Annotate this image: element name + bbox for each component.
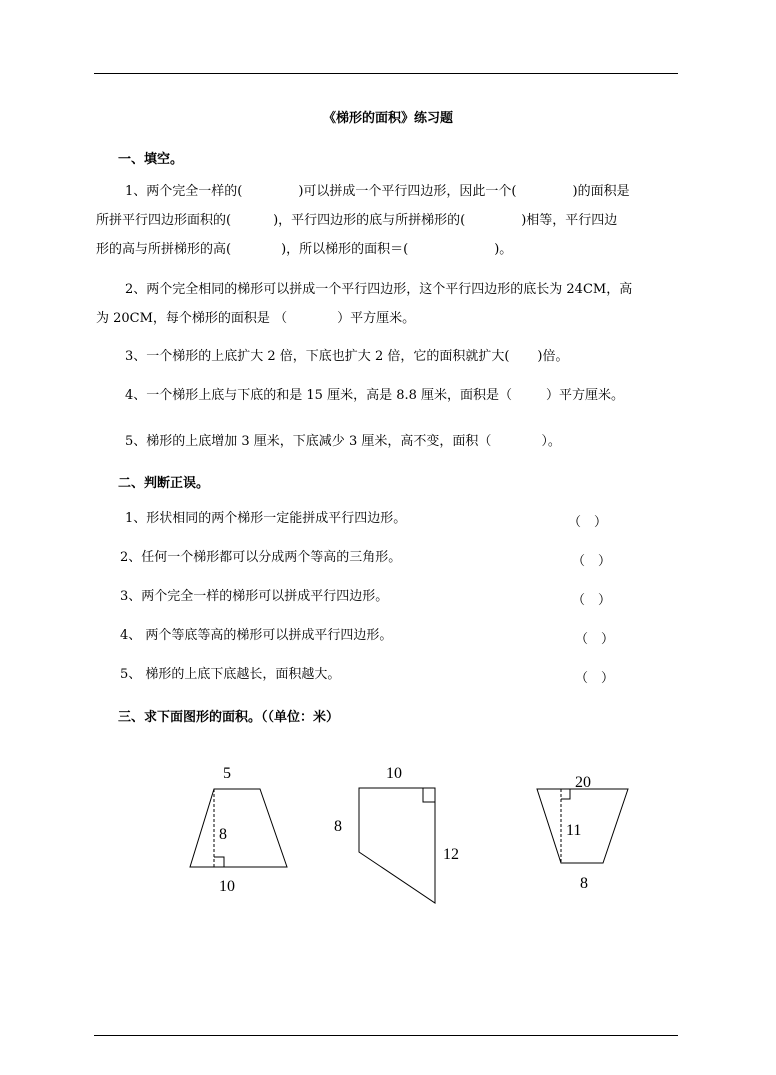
fig1-height-label: 8	[219, 826, 227, 843]
fig3-top-label: 20	[575, 774, 591, 791]
fig2-top-label: 10	[386, 765, 402, 782]
fig2-left-label: 8	[334, 818, 342, 835]
page-title: 《梯形的面积》练习题	[322, 111, 453, 126]
fill-q5	[125, 434, 561, 450]
q1-text-e: )，平行四边形的底与所拼梯形的(	[273, 213, 466, 228]
judge-answer-3[interactable]: （ ）	[572, 593, 612, 608]
q1-text-c: )的面积是	[572, 184, 630, 199]
judge-item-3: 3、两个完全一样的梯形可以拼成平行四边形。	[120, 589, 389, 604]
figures-svg	[0, 750, 776, 1000]
section-area-heading: 三、求下面图形的面积。（（单位：米）	[118, 710, 340, 725]
fill-q1-line2	[96, 213, 617, 229]
fill-q1-line1	[125, 184, 630, 200]
q1-text-b: )可以拼成一个平行四边形，因此一个(	[298, 184, 517, 199]
judge-item-5: 5、 梯形的上底下底越长，面积越大。	[120, 667, 341, 682]
fill-q4	[125, 388, 624, 404]
fig1-top-label: 5	[223, 765, 231, 782]
judge-answer-5[interactable]: （ ）	[575, 671, 615, 686]
fig2-right-angle	[423, 788, 435, 802]
section-judge-heading: 二、判断正误。	[118, 476, 210, 491]
q3-text-a: 3、一个梯形的上底扩大 2 倍，下底也扩大 2 倍，它的面积就扩大(	[125, 349, 510, 364]
fig3-right-angle	[561, 789, 570, 799]
fig1-trapezoid	[190, 789, 287, 867]
fill-q3	[125, 349, 569, 365]
q1-text-f: )相等，平行四边	[521, 213, 618, 228]
fig3-bottom-label: 8	[580, 875, 588, 892]
judge-answer-1[interactable]: （ ）	[568, 515, 608, 530]
q1-text-a: 1、两个完全一样的(	[125, 184, 243, 199]
top-rule	[94, 73, 678, 74]
fig2-shape	[359, 788, 435, 903]
judge-item-1: 1、形状相同的两个梯形一定能拼成平行四边形。	[125, 511, 407, 526]
bottom-rule	[94, 1035, 678, 1036]
q4-text-b: ）平方厘米。	[546, 388, 625, 403]
fig1-bottom-label: 10	[219, 878, 235, 895]
q1-text-h: )，所以梯形的面积＝(	[281, 242, 409, 257]
fig1-right-angle	[214, 857, 224, 867]
judge-item-2: 2、任何一个梯形都可以分成两个等高的三角形。	[120, 550, 402, 565]
q4-text-a: 4、一个梯形上底与下底的和是 15 厘米，高是 8.8 厘米，面积是（	[125, 388, 513, 403]
fig3-trapezoid	[537, 789, 628, 863]
fill-q2-line1: 2、两个完全相同的梯形可以拼成一个平行四边形，这个平行四边形的底长为 24CM，高	[125, 282, 633, 297]
q1-text-d: 所拼平行四边形面积的(	[96, 213, 232, 228]
fig2-right-label: 12	[443, 846, 459, 863]
q2-text-a: 为 20CM，每个梯形的面积是 （	[96, 311, 288, 326]
judge-answer-4[interactable]: （ ）	[575, 632, 615, 647]
section-fill-heading: 一、填空。	[118, 152, 184, 167]
q5-text-b: ）。	[541, 434, 561, 449]
fig3-height-label: 11	[566, 822, 582, 839]
fill-q2-line2	[96, 311, 415, 327]
q1-text-g: 形的高与所拼梯形的高(	[96, 242, 232, 257]
q5-text-a: 5、梯形的上底增加 3 厘米，下底减少 3 厘米，高不变，面积（	[125, 434, 492, 449]
fill-q1-line3	[96, 242, 512, 258]
judge-answer-2[interactable]: （ ）	[572, 554, 612, 569]
judge-item-4: 4、 两个等底等高的梯形可以拼成平行四边形。	[120, 628, 393, 643]
q3-text-b: )倍。	[537, 349, 569, 364]
q1-text-i: )。	[494, 242, 513, 257]
q2-text-b: ）平方厘米。	[337, 311, 416, 326]
